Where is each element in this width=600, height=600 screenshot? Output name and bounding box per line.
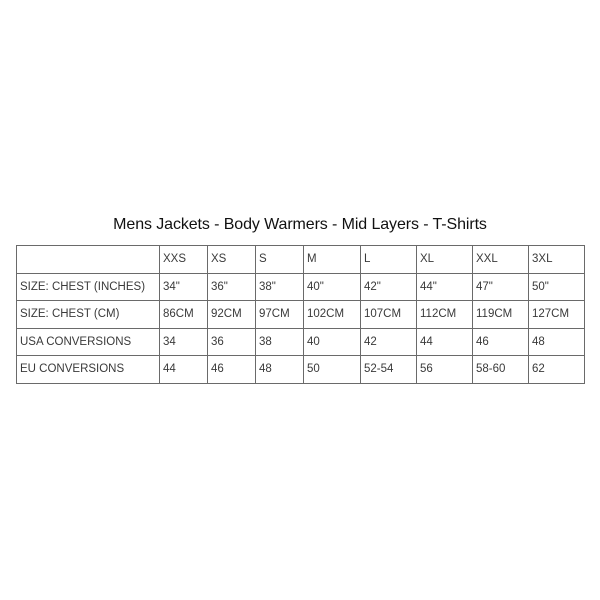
table-cell: 44 <box>160 356 208 384</box>
table-row <box>17 273 585 301</box>
page-title: Mens Jackets - Body Warmers - Mid Layers - T-Shirts <box>113 216 487 233</box>
row-label: USA CONVERSIONS <box>17 328 160 356</box>
table-cell: 48 <box>529 328 585 356</box>
table-cell: 102CM <box>304 301 361 329</box>
table-row <box>17 301 585 329</box>
table-cell: 38" <box>256 273 304 301</box>
table-cell: 62 <box>529 356 585 384</box>
header-cell-s: S <box>256 246 304 274</box>
table-row <box>17 328 585 356</box>
header-cell-m: M <box>304 246 361 274</box>
header-cell-xxs: XXS <box>160 246 208 274</box>
table-cell: 46 <box>208 356 256 384</box>
table-cell: 92CM <box>208 301 256 329</box>
header-cell-xs: XS <box>208 246 256 274</box>
row-label: SIZE: CHEST (INCHES) <box>17 273 160 301</box>
table-cell: 58-60 <box>473 356 529 384</box>
size-chart-table <box>16 245 585 384</box>
table-cell: 34" <box>160 273 208 301</box>
table-cell: 97CM <box>256 301 304 329</box>
table-cell: 107CM <box>361 301 417 329</box>
table-cell: 36" <box>208 273 256 301</box>
table-cell: 46 <box>473 328 529 356</box>
table-cell: 50" <box>529 273 585 301</box>
header-cell <box>17 246 160 274</box>
table-cell: 48 <box>256 356 304 384</box>
table-row <box>17 356 585 384</box>
header-cell-3xl: 3XL <box>529 246 585 274</box>
table-cell: 56 <box>417 356 473 384</box>
table-cell: 40" <box>304 273 361 301</box>
table-cell: 52-54 <box>361 356 417 384</box>
table-cell: 50 <box>304 356 361 384</box>
table-cell: 42 <box>361 328 417 356</box>
table-cell: 127CM <box>529 301 585 329</box>
table-cell: 38 <box>256 328 304 356</box>
table-cell: 44" <box>417 273 473 301</box>
header-cell-xl: XL <box>417 246 473 274</box>
table-cell: 40 <box>304 328 361 356</box>
table-cell: 112CM <box>417 301 473 329</box>
table-cell: 36 <box>208 328 256 356</box>
row-label: SIZE: CHEST (CM) <box>17 301 160 329</box>
table-cell: 44 <box>417 328 473 356</box>
row-label: EU CONVERSIONS <box>17 356 160 384</box>
table-cell: 34 <box>160 328 208 356</box>
header-cell-l: L <box>361 246 417 274</box>
table-header-row <box>17 246 585 274</box>
table-cell: 119CM <box>473 301 529 329</box>
table-cell: 42" <box>361 273 417 301</box>
table-cell: 47" <box>473 273 529 301</box>
header-cell-xxl: XXL <box>473 246 529 274</box>
table-cell: 86CM <box>160 301 208 329</box>
